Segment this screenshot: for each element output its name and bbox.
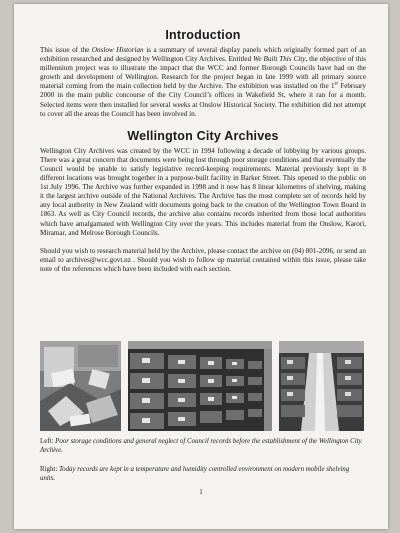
photo-strip [40,341,364,431]
archives-paragraph-1: Wellington City Archives was created by the WCC in 1994 following a decade of lobbying by various groups. There was a great concern that documents were being lost through poor storage conditions and that eventually the Council would be unable to satisfy legislative record-keeping requirements. Material previously kept in 8 different locations was brought together in a purpose-built facility in Barker Street. This opened to the public on 1st July 1996. The Archive was further expanded in 1998 and it now has 8 linear kilometres of shelving, making it the largest archive outside of the National Archives. The Archive has the most complete set of records held by any local authority in New Zealand with documents going back to the creation of the Wellington Town Board in 1863. As well as City Council records, the archive also contains records inherited from those local authorities which have amalgamated with Wellington City over the years. This includes material from the Onslow, Karori, Miramar, and Melrose Borough Councils. [40,146,366,237]
intro-text-b: is a summary of several display panels which originally formed part of an exhibition researched and designed by Wellington City Archives. Entitled [40,46,367,64]
photo-mobile-shelving [128,341,272,431]
intro-superscript: st [334,82,338,87]
caption-left-lead: Left: [40,438,56,445]
archives-paragraph-2: Should you wish to research material held by the Archive, please contact the archive on (04) 801-2096, or send an email to archives@wcc.govt.nz . Should you wish to follow up material contained within this issue, please take note of the references which have been included with each section. [40,246,366,273]
caption-right [40,466,366,484]
caption-left-body: Poor storage conditions and general neglect of Council records before the establishment of the Wellington City Archive. [40,438,362,454]
caption-right-lead: Right: [40,466,59,473]
photo-neglected-records [40,341,121,431]
intro-heading: Introduction [165,28,241,42]
archives-heading: Wellington City Archives [127,128,279,143]
caption-right-body: Today records are kept in a temperature and humidity controlled environment on modern mobile shelving units. [40,466,350,482]
intro-paragraph [40,46,366,119]
text-content [40,28,366,274]
caption-left [40,438,366,456]
page-number: 1 [199,488,203,496]
document-page [14,4,388,529]
intro-title-we-built-this-city: We Built This City [253,55,306,64]
intro-title-onslow-historian: Onslow Historian [91,46,144,54]
intro-text-a: This issue of the [40,46,92,54]
intro-text-d: February 2000 in the main public concourse of the City Council’s offices in Wakefield St, where it ran for a month. Selected items were then installed for several weeks at Onslow Historical Society. The exhibition did not attempt to cover all the areas the Council has been involved in. [40,82,366,118]
intro-text-c: , the objective of this millennium project was to illustrate the impact that the WCC and former Borough Councils have had on the growth and development of Wellington. Research for the project began in late 1999 with all primary source material coming from the main collection held by the Archive. The exhibition was installed on the 1 [40,55,367,91]
photo-shelving-aisle [279,341,364,431]
